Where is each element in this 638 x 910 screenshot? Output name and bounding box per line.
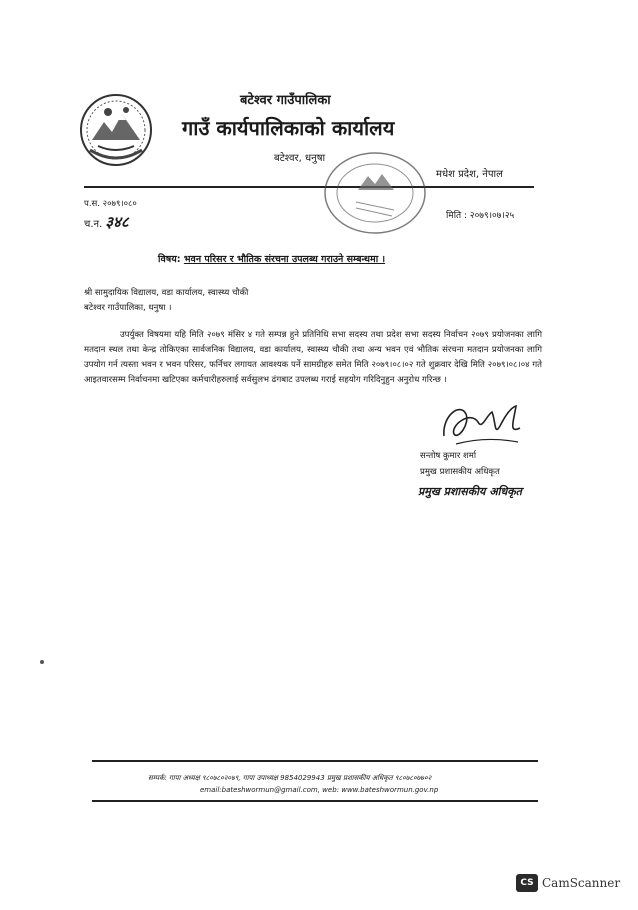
- letter-date: मिति : २०७९।०७।२५: [446, 211, 515, 221]
- office-location: बटेश्वर, धनुषा: [274, 153, 326, 164]
- header-divider: [84, 186, 534, 188]
- footer-contact: सम्पर्क: गापा अध्यक्ष ९८०७८०२०७९, गापा उपाध्यक्ष 9854029943 प्रमुख प्रशासकीय अधिकृत ९८०७८०७७०२: [148, 774, 432, 782]
- subject-label: विषय:: [158, 254, 181, 265]
- reference-number: प.स. २०७९।०८०: [84, 199, 137, 209]
- municipality-name: बटेश्वर गाउँपालिका: [240, 93, 331, 108]
- subject-line: [158, 252, 385, 265]
- camscanner-text: CamScanner: [542, 876, 621, 890]
- footer-email-web: email:bateshwormun@gmail.com, web: www.bateshwormun.gov.np: [200, 786, 439, 794]
- dispatch-number: [84, 212, 129, 232]
- letter-body: उपर्युक्त विषयमा यहि मिति २०७९ मंसिर ४ गते सम्पन्न हुने प्रतिनिधि सभा सदस्य तथा प्रदेश सभा सदस्य निर्वाचन २०७९ प्रयोजनका लागि मतदान स्थल तथा केन्द्र तोकिएका सार्वजनिक विद्यालय, वडा कार्यालय, स्वास्थ्य चौकी तथा अन्य भवन एवं भौतिक संरचना मतदान प्रयोजनका लागि उपयोग गर्न त्यस्ता भवन र भवन परिसर, फर्निचर लगायत आवश्यक पर्ने सामग्रीहरु समेत मिति २०७९।०८।०२ गते शुक्रवार देखि मिति २०७९।०८।०४ गते आइतवारसम्म निर्वाचनमा खटिएका कर्मचारीहरुलाई सर्वसुलभ ढंगबाट उपलब्ध गराई सहयोग गरिदिनुहुन अनुरोध गरिन्छ ।: [84, 330, 542, 385]
- nepal-emblem-icon: [78, 92, 154, 168]
- signatory-stamp: प्रमुख प्रशासकीय अधिकृत: [418, 485, 522, 498]
- addressee-line-2: बटेश्वर गाउँपालिका, धनुषा ।: [84, 303, 172, 313]
- signatory-title: प्रमुख प्रशासकीय अधिकृत: [420, 467, 500, 477]
- office-name: गाउँ कार्यपालिकाको कार्यालय: [182, 116, 395, 140]
- dispatch-value: ३४८: [105, 213, 129, 231]
- subject-text: भवन परिसर र भौतिक संरचना उपलब्ध गराउने सम्बन्धमा ।: [183, 254, 386, 265]
- camscanner-watermark: [516, 873, 620, 893]
- footer-divider-bottom: [92, 800, 538, 802]
- camscanner-logo-icon: CS: [516, 874, 538, 892]
- scan-speck: [40, 660, 44, 664]
- province-label: मधेश प्रदेश, नेपाल: [436, 169, 503, 180]
- office-seal-icon: [322, 150, 428, 236]
- footer-divider-top: [92, 760, 538, 762]
- handwritten-signature-icon: [436, 396, 526, 454]
- addressee-line-1: श्री सामुदायिक विद्यालय, वडा कार्यालय, स्वास्थ्य चौकी: [84, 288, 249, 298]
- signatory-name: सन्तोष कुमार शर्मा: [420, 451, 477, 461]
- dispatch-label: च.न.: [84, 219, 103, 230]
